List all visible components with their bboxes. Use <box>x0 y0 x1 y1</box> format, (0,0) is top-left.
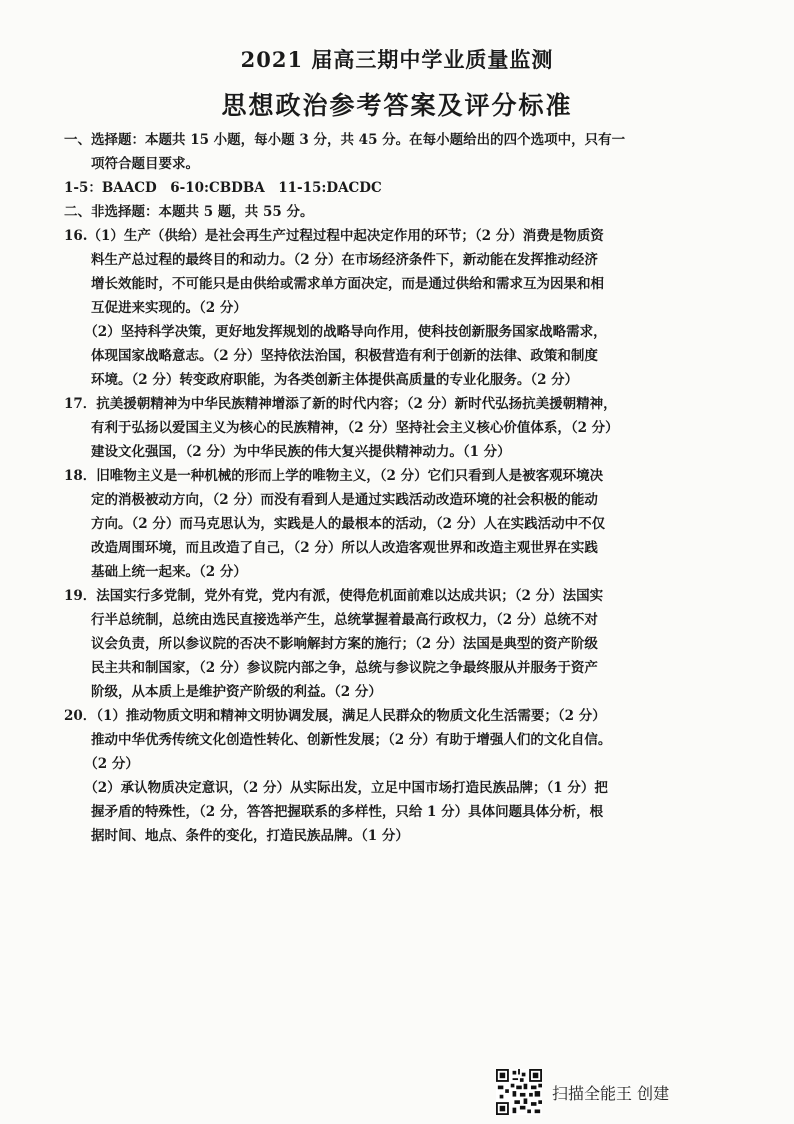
qr-code-icon <box>496 1069 542 1115</box>
answer-line: 二、非选择题：本题共 5 题，共 55 分。 <box>64 204 314 220</box>
answer-line: 17．抗美援朝精神为中华民族精神增添了新的时代内容；（2 分）新时代弘扬抗美援朝精神， <box>64 396 617 412</box>
answer-line: 建设文化强国，（2 分）为中华民族的伟大复兴提供精神动力。（1 分） <box>64 444 511 460</box>
answer-line: 1-5：BAACD 6-10:CBDBA 11-15:DACDC <box>64 180 382 196</box>
answer-line: 体现国家战略意志。（2 分）坚持依法治国，积极营造有利于创新的法律、政策和制度 <box>64 348 598 364</box>
answer-line: 民主共和制国家，（2 分）参议院内部之争，总统与参议院之争最终服从并服务于资产 <box>64 660 598 676</box>
document-subtitle: 思想政治参考答案及评分标准 <box>221 91 573 120</box>
answer-line: 行半总统制，总统由选民直接选举产生，总统掌握着最高行政权力，（2 分）总统不对 <box>64 612 598 628</box>
answer-line: 19．法国实行多党制，党外有党，党内有派，使得危机面前难以达成共识；（2 分）法国实 <box>64 588 604 604</box>
answer-line: （2）承认物质决定意识，（2 分）从实际出发，立足中国市场打造民族品牌；（1 分）把 <box>64 780 608 796</box>
answer-body <box>64 128 734 848</box>
answer-line: 16.（1）生产（供给）是社会再生产过程过程中起决定作用的环节；（2 分）消费是物质资 <box>64 228 604 244</box>
answer-line: 基础上统一起来。（2 分） <box>64 564 247 580</box>
answer-line: 握矛盾的特殊性，（2 分，答答把握联系的多样性，只给 1 分）具体问题具体分析，根 <box>64 804 604 820</box>
answer-line: 18．旧唯物主义是一种机械的形而上学的唯物主义，（2 分）它们只看到人是被客观环境决 <box>64 468 604 484</box>
document-title: 2021 届高三期中学业质量监测 <box>240 47 554 72</box>
answer-line: 项符合题目要求。 <box>64 156 199 172</box>
answer-line: 20．（1）推动物质文明和精神文明协调发展，满足人民群众的物质文化生活需要；（2 分） <box>64 708 606 724</box>
answer-line: 方向。（2 分）而马克思认为，实践是人的最根本的活动，（2 分）人在实践活动中不仅 <box>64 516 606 532</box>
answer-line: 一、选择题：本题共 15 小题，每小题 3 分，共 45 分。在每小题给出的四个选项中，只有一 <box>64 132 626 148</box>
answer-line: 定的消极被动方向，（2 分）而没有看到人是通过实践活动改造环境的社会积极的能动 <box>64 492 598 508</box>
answer-line: （2）坚持科学决策，更好地发挥规划的战略导向作用，使科技创新服务国家战略需求， <box>64 324 607 340</box>
answer-line: 料生产总过程的最终目的和动力。（2 分）在市场经济条件下，新动能在发挥推动经济 <box>64 252 598 268</box>
answer-line: 互促进来实现的。（2 分） <box>64 300 247 316</box>
scanner-watermark <box>496 1068 736 1116</box>
answer-line: 环境。（2 分）转变政府职能，为各类创新主体提供高质量的专业化服务。（2 分） <box>64 372 579 388</box>
scanner-label: 扫描全能王 创建 <box>552 1083 670 1103</box>
answer-line: 有利于弘扬以爱国主义为核心的民族精神，（2 分）坚持社会主义核心价值体系，（2 分） <box>64 420 619 436</box>
answer-line: 据时间、地点、条件的变化，打造民族品牌。（1 分） <box>64 828 409 844</box>
answer-line: （2 分） <box>64 756 139 772</box>
answer-line: 阶级，从本质上是维护资产阶级的利益。（2 分） <box>64 684 382 700</box>
answer-line: 议会负责，所以参议院的否决不影响解封方案的施行；（2 分）法国是典型的资产阶级 <box>64 636 598 652</box>
answer-line: 改造周围环境，而且改造了自己，（2 分）所以人改造客观世界和改造主观世界在实践 <box>64 540 598 556</box>
answer-line: 增长效能时，不可能只是由供给或需求单方面决定，而是通过供给和需求互为因果和相 <box>64 276 604 292</box>
answer-line: 推动中华优秀传统文化创造性转化、创新性发展；（2 分）有助于增强人们的文化自信。 <box>64 732 612 748</box>
